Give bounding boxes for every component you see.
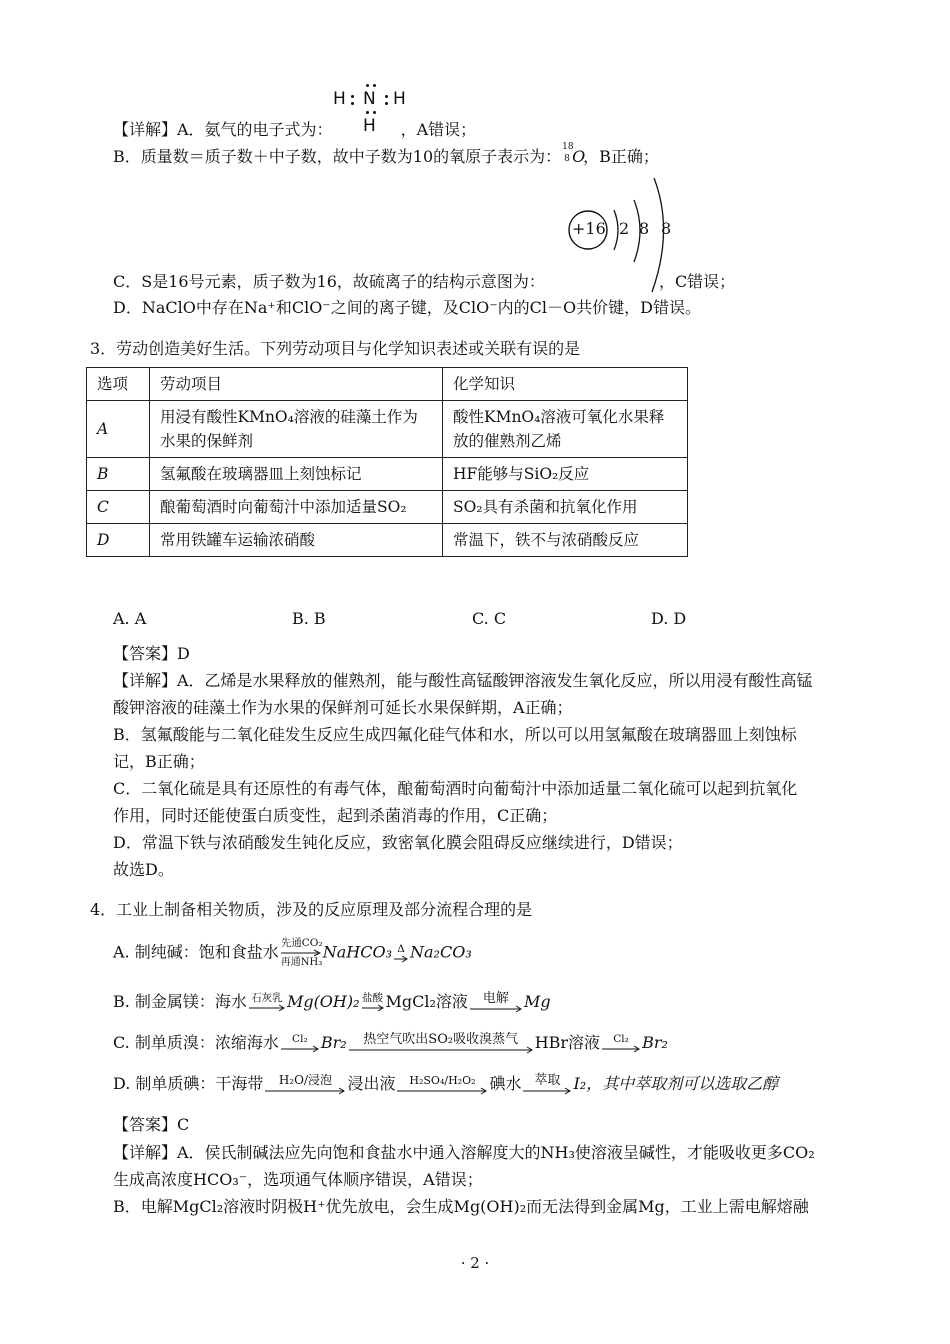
q4-option-d[interactable]: D. 制单质碘：干海带 H₂O/浸泡 浸出液 H₂SO₄/H₂O₂ 碘水 萃取 I₂，其中萃取剂可以选取乙醇 bbox=[113, 1073, 779, 1093]
q3-detail-line: 故选D。 bbox=[113, 860, 174, 879]
electron-dot bbox=[385, 95, 388, 98]
q3-option-c[interactable]: C. C bbox=[472, 609, 507, 628]
q3-detail-line: B．氢氟酸能与二氧化硅发生反应生成四氟化硅气体和水，所以可以用氢氟酸在玻璃器皿上刻蚀标 bbox=[113, 725, 797, 744]
reaction-arrow: Δ bbox=[394, 944, 408, 963]
reaction-arrow: 电解 bbox=[470, 992, 522, 1013]
q4-stem: 4．工业上制备相关物质，涉及的反应原理及部分流程合理的是 bbox=[90, 900, 533, 919]
q3-detail-line: 记，B正确； bbox=[113, 752, 205, 771]
reaction-arrow: 萃取 bbox=[523, 1074, 571, 1095]
reaction-arrow: H₂O/浸泡 bbox=[265, 1074, 345, 1095]
detail-line-d: D．NaClO中存在Na⁺和ClO⁻之间的离子键，及ClO⁻内的Cl－O共价键，D错误。 bbox=[113, 298, 701, 317]
nh3-h-left: H bbox=[333, 89, 346, 109]
row-option: A bbox=[87, 401, 150, 458]
row-option: B bbox=[87, 458, 150, 491]
reaction-arrow: 盐酸 bbox=[362, 993, 384, 1012]
row-chem-knowledge: SO₂具有杀菌和抗氧化作用 bbox=[443, 491, 688, 524]
q3-option-d[interactable]: D. D bbox=[651, 609, 687, 628]
detail-line-c: C．S是16号元素，质子数为16，故硫离子的结构示意图为： ，C错误； bbox=[113, 272, 736, 291]
detail-line-b: B．质量数＝质子数＋中子数，故中子数为10的氧原子表示为： 18 8 O，B正确； bbox=[113, 142, 659, 166]
electron-dot bbox=[373, 111, 376, 114]
header-chem-knowledge: 化学知识 bbox=[443, 368, 688, 401]
row-labor-item: 用浸有酸性KMnO₄溶液的硅藻土作为水果的保鲜剂 bbox=[150, 401, 443, 458]
electron-dot bbox=[351, 95, 354, 98]
row-chem-knowledge: 常温下，铁不与浓硝酸反应 bbox=[443, 524, 688, 557]
q3-option-b[interactable]: B. B bbox=[292, 609, 326, 628]
reaction-arrow: H₂SO₄/H₂O₂ bbox=[397, 1074, 487, 1095]
table-row bbox=[87, 401, 688, 458]
reaction-arrow: 热空气吹出SO₂吸收溴蒸气 bbox=[349, 1033, 533, 1054]
q4-answer: 【答案】C bbox=[113, 1115, 190, 1134]
row-labor-item: 酿葡萄酒时向葡萄汁中添加适量SO₂ bbox=[150, 491, 443, 524]
q4-option-a[interactable]: A. 制纯碱：饱和食盐水 先通CO₂ 再通NH₃ NaHCO₃ Δ Na₂CO₃ bbox=[113, 937, 472, 968]
q4-detail-line: 【详解】A．侯氏制碱法应先向饱和食盐水中通入溶解度大的NH₃使溶液呈碱性，才能吸收更多CO₂ bbox=[113, 1143, 815, 1162]
nh3-h-right: H bbox=[393, 89, 406, 109]
q4-option-c[interactable]: C. 制单质溴：浓缩海水 Cl₂ Br₂ 热空气吹出SO₂吸收溴蒸气 HBr溶液 Cl₂ Br₂ bbox=[113, 1032, 668, 1052]
electron-dot bbox=[351, 102, 354, 105]
row-labor-item: 常用铁罐车运输浓硝酸 bbox=[150, 524, 443, 557]
row-option: C bbox=[87, 491, 150, 524]
row-chem-knowledge: HF能够与SiO₂反应 bbox=[443, 458, 688, 491]
electron-dot bbox=[373, 84, 376, 87]
q3-table bbox=[86, 367, 688, 557]
q4-detail-line: 生成高浓度HCO₃⁻，选项通气体顺序错误，A错误； bbox=[113, 1170, 483, 1189]
page-number: · 2 · bbox=[460, 1254, 490, 1272]
table-header-row bbox=[87, 368, 688, 401]
row-labor-item: 氢氟酸在玻璃器皿上刻蚀标记 bbox=[150, 458, 443, 491]
q3-answer: 【答案】D bbox=[113, 644, 190, 663]
nh3-n: N bbox=[363, 89, 376, 109]
reaction-arrow: Cl₂ bbox=[281, 1034, 319, 1053]
reaction-arrow: 石灰乳 bbox=[249, 993, 285, 1012]
sulfur-nucleus-charge: +16 bbox=[572, 219, 606, 238]
q4-option-b[interactable]: B. 制金属镁：海水 石灰乳 Mg(OH)₂ 盐酸 MgCl₂溶液 电解 Mg bbox=[113, 991, 551, 1011]
q3-stem: 3．劳动创造美好生活。下列劳动项目与化学知识表述或关联有误的是 bbox=[90, 339, 581, 358]
q3-detail-line: 作用，同时还能使蛋白质变性，起到杀菌消毒的作用，C正确； bbox=[113, 806, 558, 825]
detail-line-a: 【详解】A．氨气的电子式为： ，A错误； bbox=[113, 120, 477, 139]
sulfur-shell-1: 2 bbox=[619, 219, 630, 238]
q3-detail-line: 酸钾溶液的硅藻土作为水果的保鲜剂可延长水果保鲜期，A正确； bbox=[113, 698, 573, 717]
table-row bbox=[87, 524, 688, 557]
reaction-arrow: 先通CO₂ 再通NH₃ bbox=[280, 937, 323, 968]
isotope-symbol: 18 8 O bbox=[562, 142, 586, 166]
q3-detail-line: 【详解】A．乙烯是水果释放的催熟剂，能与酸性高锰酸钾溶液发生氧化反应，所以用浸有酸性高锰 bbox=[113, 671, 813, 690]
nh3-h-bottom: H bbox=[363, 116, 376, 136]
table-row bbox=[87, 491, 688, 524]
q3-detail-line: D．常温下铁与浓硝酸发生钝化反应，致密氧化膜会阻碍反应继续进行，D错误； bbox=[113, 833, 683, 852]
header-option: 选项 bbox=[87, 368, 150, 401]
electron-dot bbox=[366, 111, 369, 114]
electron-dot bbox=[366, 84, 369, 87]
row-option: D bbox=[87, 524, 150, 557]
electron-dot bbox=[385, 102, 388, 105]
q3-option-a[interactable]: A. A bbox=[113, 609, 147, 628]
table-row bbox=[87, 458, 688, 491]
q4-detail-line: B．电解MgCl₂溶液时阴极H⁺优先放电，会生成Mg(OH)₂而无法得到金属Mg，工业上需电解熔融 bbox=[113, 1197, 809, 1216]
reaction-arrow: Cl₂ bbox=[602, 1034, 640, 1053]
header-labor-item: 劳动项目 bbox=[150, 368, 443, 401]
q3-detail-line: C．二氧化硫是具有还原性的有毒气体，酿葡萄酒时向葡萄汁中添加适量二氧化硫可以起到抗氧化 bbox=[113, 779, 798, 798]
sulfur-shell-2: 8 bbox=[639, 219, 650, 238]
sulfur-shell-3: 8 bbox=[661, 219, 672, 238]
row-chem-knowledge: 酸性KMnO₄溶液可氧化水果释放的催熟剂乙烯 bbox=[443, 401, 688, 458]
